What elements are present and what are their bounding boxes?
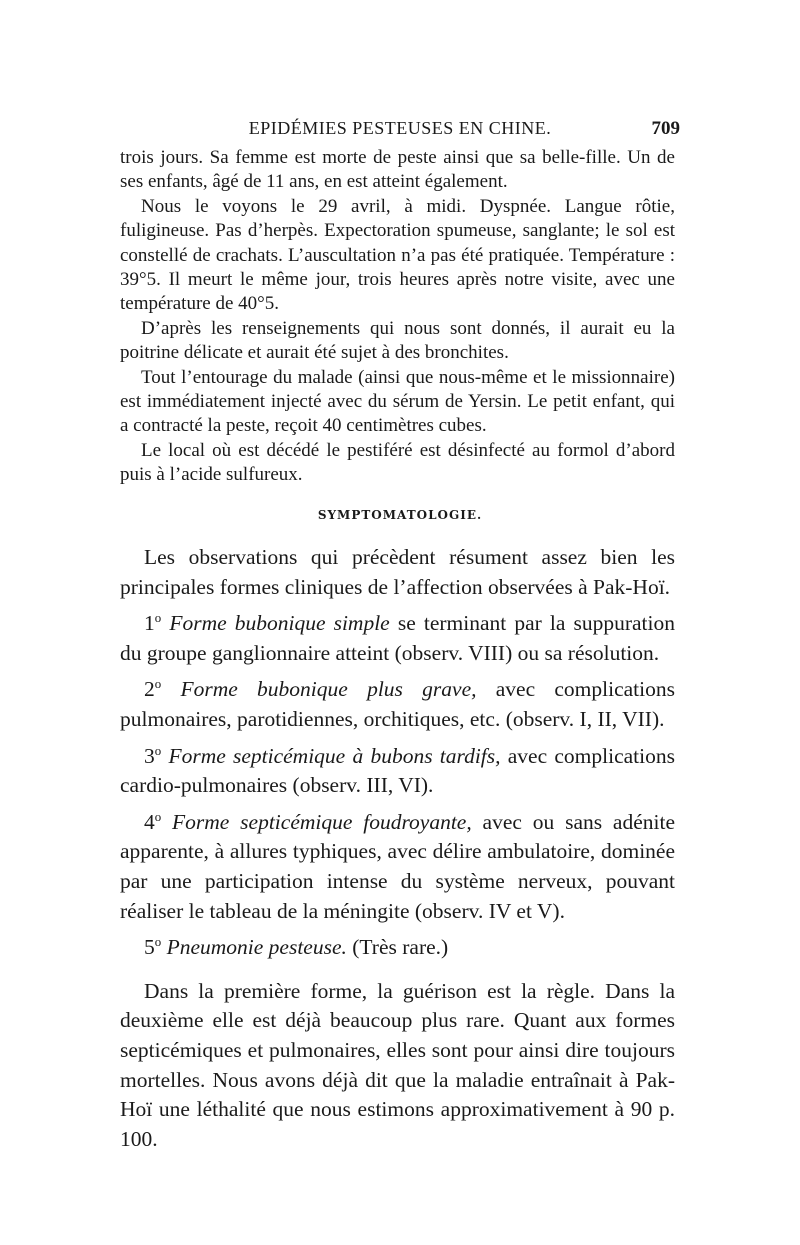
- form-description: (Très rare.): [346, 935, 449, 960]
- paragraph: Tout l’entourage du malade (ainsi que nous-même et le missionnaire) est immédiatement injecté avec du sérum de Yersin. Le petit enfant, qui a contracté la peste, reçoit 40 centimètres cubes.: [120, 366, 675, 437]
- page-number: 709: [651, 118, 680, 139]
- form-name: Forme septicémique à bubons tardifs,: [168, 743, 501, 768]
- form-number: 5: [144, 935, 155, 960]
- form-name: Forme bubonique simple: [169, 611, 390, 636]
- form-name: Pneumonie pesteuse.: [166, 935, 347, 960]
- section-heading: SYMPTOMATOLOGIE.: [317, 508, 483, 522]
- form-number: 3: [144, 743, 155, 768]
- intro-paragraph: Les observations qui précèdent résument assez bien les principales formes cliniques de l’affection observées à Pak-Hoï.: [120, 545, 675, 599]
- paragraph: Le local où est décédé le pestiféré est désinfecté au formol d’abord puis à l’acide sulfureux.: [120, 439, 675, 486]
- form-item: 1$^o$ Forme bubonique simple se terminant par la suppuration du groupe ganglionnaire atteint (observ. VIII) ou sa résolution.: [120, 611, 676, 665]
- form-item: 5$^o$ Pneumonie pesteuse. (Très rare.): [144, 934, 449, 960]
- form-name: Forme bubonique plus grave,: [180, 677, 477, 702]
- form-description: avec ou sans adénite apparente, à allures typhiques, avec délire ambulatoire, dominée par une participation intense du système nerveux, pouvant réaliser le tableau de la méningite (observ. IV et V).: [120, 809, 676, 923]
- form-number: 2: [144, 677, 155, 702]
- form-name: Forme septicémique foudroyante,: [172, 809, 472, 834]
- form-description: avec complications pulmonaires, parotidiennes, orchitiques, etc. (observ. I, II, VII).: [120, 677, 676, 731]
- paragraph: trois jours. Sa femme est morte de peste ainsi que sa belle-fille. Un de ses enfants, âgé de 11 ans, en est atteint également.: [120, 147, 675, 193]
- observation-text: [120, 146, 675, 488]
- symptomatology-text: [120, 543, 675, 1154]
- running-title: EPIDÉMIES PESTEUSES EN CHINE.: [248, 118, 552, 138]
- form-number: 4: [144, 809, 155, 834]
- conclusion-paragraph: Dans la première forme, la guérison est la règle. Dans la deuxième elle est déjà beaucoup plus rare. Quant aux formes septicémiques et pulmonaires, elles sont pour ainsi dire toujours mortelles. Nous avons déjà dit que la maladie entraînait à Pak-Hoï une léthalité que nous estimons approximativement à 90 p. 100.: [120, 978, 675, 1151]
- form-item: 2$^o$ Forme bubonique plus grave, avec complications pulmonaires, parotidiennes, orchitiques, etc. (observ. I, II, VII).: [120, 677, 676, 731]
- page-header: [120, 118, 680, 144]
- form-description: avec complications cardio-pulmonaires (observ. III, VI).: [120, 743, 675, 798]
- paragraph: Nous le voyons le 29 avril, à midi. Dyspnée. Langue rôtie, fuligineuse. Pas d’herpès. Expectoration spumeuse, sanglante; le sol est constellé de crachats. L’auscultation n’a pas été pratiquée. Température : 39°5. Il meurt le même jour, trois heures après notre visite, avec une température de 40°5.: [120, 195, 675, 315]
- form-item: 3$^o$ Forme septicémique à bubons tardifs, avec complications cardio-pulmonaires (observ. III, VI).: [120, 743, 675, 798]
- paragraph: D’après les renseignements qui nous sont donnés, il aurait eu la poitrine délicate et aurait été sujet à des bronchites.: [120, 317, 675, 364]
- form-item: 4$^o$ Forme septicémique foudroyante, avec ou sans adénite apparente, à allures typhiques, avec délire ambulatoire, dominée par une participation intense du système nerveux, pouvant réaliser le tableau de la méningite (observ. IV et V).: [120, 809, 676, 923]
- form-description: se terminant par la suppuration du groupe ganglionnaire atteint (observ. VIII) ou sa résolution.: [120, 611, 676, 665]
- form-number: 1: [144, 611, 155, 636]
